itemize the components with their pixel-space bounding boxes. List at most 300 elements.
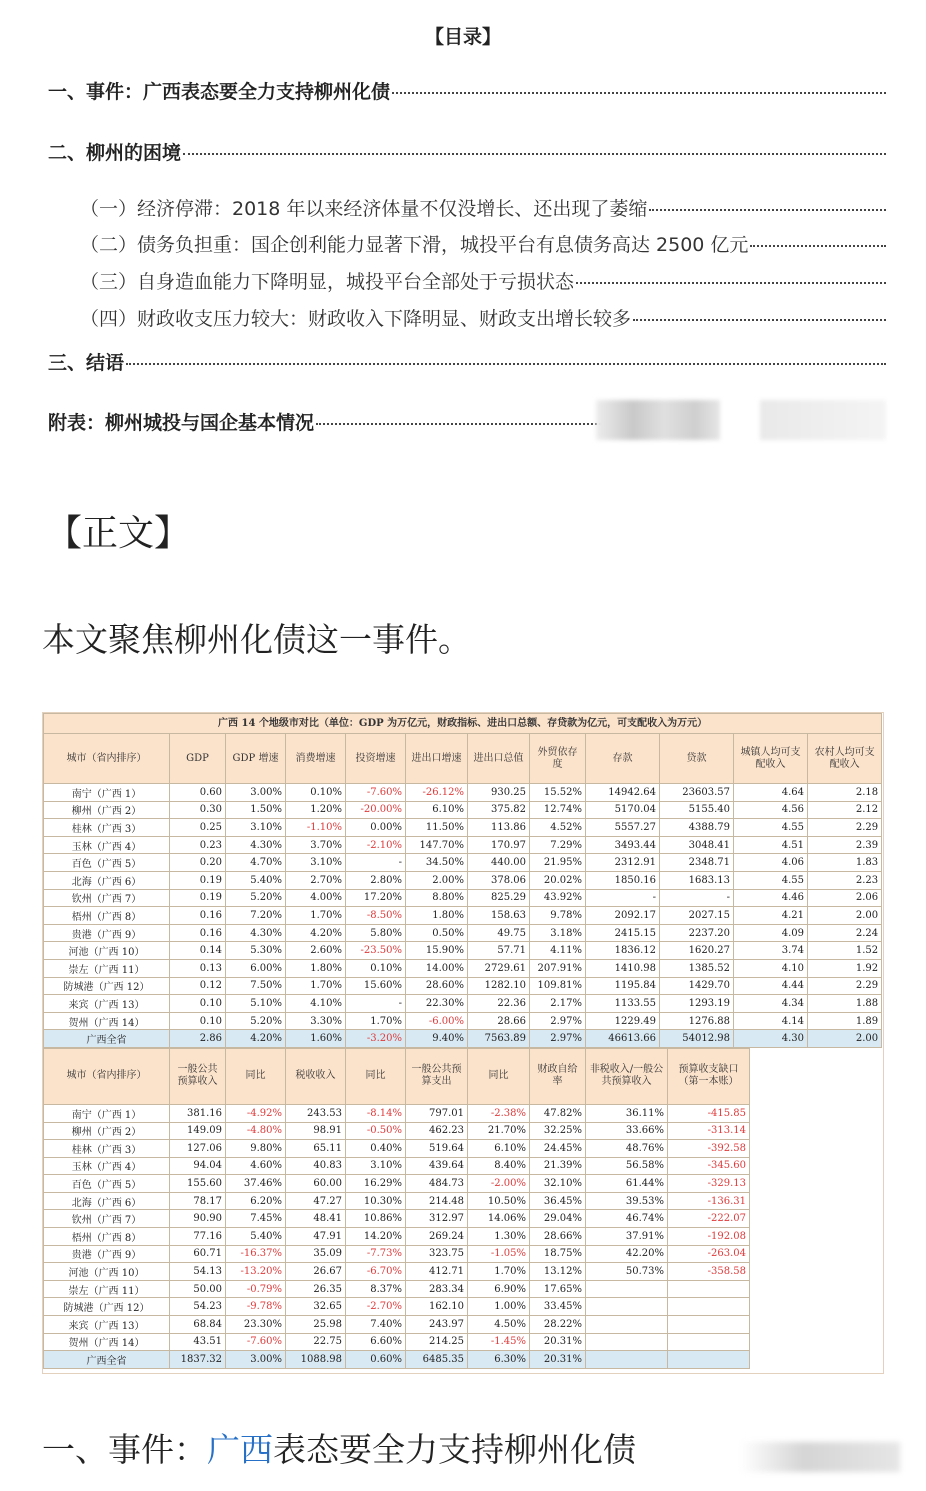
city-cell: 贺州（广西 14） [44, 1012, 170, 1030]
value-cell: 3.00% [226, 784, 286, 802]
value-cell: 0.16 [170, 924, 226, 942]
value-cell: 1.80% [406, 907, 468, 925]
value-cell: 17.20% [346, 889, 406, 907]
value-cell: 1.00% [468, 1298, 530, 1316]
value-cell: 8.80% [406, 889, 468, 907]
value-cell: 23.30% [226, 1316, 286, 1334]
value-cell: 4.60% [226, 1157, 286, 1175]
guangxi-link[interactable]: 广西 [207, 1430, 273, 1469]
value-cell: -1.45% [468, 1333, 530, 1351]
value-cell: 50.00 [170, 1280, 226, 1298]
value-cell: 24.45% [530, 1140, 586, 1158]
value-cell: -0.79% [226, 1280, 286, 1298]
value-cell: 35.09 [286, 1245, 346, 1263]
value-cell [668, 1280, 750, 1298]
value-cell: 2.29 [808, 819, 882, 837]
column-header: 消费增速 [286, 734, 346, 784]
toc-item-text: （一）经济停滞：2018 年以来经济体量不仅没增长、还出现了萎缩 [80, 198, 648, 220]
value-cell: 1.92 [808, 959, 882, 977]
value-cell: 2.60% [286, 942, 346, 960]
toc-item-2-1[interactable] [80, 194, 886, 221]
value-cell: 1429.70 [660, 977, 734, 995]
value-cell: 3.74 [734, 942, 808, 960]
city-cell: 南宁（广西 1） [44, 1104, 170, 1122]
value-cell: 5170.04 [586, 801, 660, 819]
value-cell: 3.10% [346, 1157, 406, 1175]
value-cell: 825.29 [468, 889, 530, 907]
value-cell: 0.60% [346, 1351, 406, 1369]
toc-item-text: （三）自身造血能力下降明显，城投平台全部处于亏损状态 [80, 271, 575, 293]
value-cell: 1.60% [286, 1030, 346, 1048]
value-cell: -6.00% [406, 1012, 468, 1030]
table-row [44, 871, 882, 889]
value-cell: -20.00% [346, 801, 406, 819]
value-cell: 2.18 [808, 784, 882, 802]
city-cell: 广西全省 [44, 1030, 170, 1048]
value-cell: 49.75 [468, 924, 530, 942]
column-header: 同比 [226, 1048, 286, 1104]
value-cell: 5.40% [226, 871, 286, 889]
value-cell: 14.06% [468, 1210, 530, 1228]
city-cell: 来宾（广西 13） [44, 995, 170, 1013]
table-row [44, 1157, 750, 1175]
value-cell: 28.66% [530, 1228, 586, 1246]
value-cell: 158.63 [468, 907, 530, 925]
value-cell: 1.52 [808, 942, 882, 960]
value-cell: 9.40% [406, 1030, 468, 1048]
value-cell: -8.14% [346, 1104, 406, 1122]
value-cell: 11.50% [406, 819, 468, 837]
value-cell: -2.10% [346, 836, 406, 854]
value-cell: 21.39% [530, 1157, 586, 1175]
value-cell: 0.25 [170, 819, 226, 837]
value-cell: 9.78% [530, 907, 586, 925]
value-cell: 4.10% [286, 995, 346, 1013]
value-cell: 1133.55 [586, 995, 660, 1013]
column-header: 一般公共预算收入 [170, 1048, 226, 1104]
value-cell: 2.00 [808, 1030, 882, 1048]
value-cell: 5.20% [226, 1012, 286, 1030]
value-cell: 439.64 [406, 1157, 468, 1175]
value-cell: 269.24 [406, 1228, 468, 1246]
value-cell: 4.52% [530, 819, 586, 837]
value-cell: 4.20% [286, 924, 346, 942]
city-cell: 北海（广西 6） [44, 1192, 170, 1210]
value-cell: 797.01 [406, 1104, 468, 1122]
column-header: 一般公共预算支出 [406, 1048, 468, 1104]
section-suffix: 表态要全力支持柳州化债 [273, 1430, 636, 1469]
value-cell: 4.70% [226, 854, 286, 872]
value-cell: 0.13 [170, 959, 226, 977]
value-cell: 1.88 [808, 995, 882, 1013]
value-cell: 4.30% [226, 836, 286, 854]
value-cell: 1410.98 [586, 959, 660, 977]
value-cell: 0.16 [170, 907, 226, 925]
value-cell: 1293.19 [660, 995, 734, 1013]
value-cell: 440.00 [468, 854, 530, 872]
value-cell: 0.10% [346, 959, 406, 977]
table-row [44, 854, 882, 872]
column-header: 同比 [346, 1048, 406, 1104]
value-cell: 36.11% [586, 1104, 668, 1122]
value-cell [586, 1351, 668, 1369]
toc-item-2-4[interactable] [80, 304, 886, 331]
value-cell: 462.23 [406, 1122, 468, 1140]
column-header: 贷款 [660, 734, 734, 784]
value-cell: 65.11 [286, 1140, 346, 1158]
toc-title: 【目录】 [424, 26, 501, 48]
value-cell: 14.20% [346, 1228, 406, 1246]
value-cell: 48.76% [586, 1140, 668, 1158]
value-cell: 1.70% [346, 1012, 406, 1030]
value-cell: 20.31% [530, 1351, 586, 1369]
value-cell: 3048.41 [660, 836, 734, 854]
total-row [44, 1030, 882, 1048]
toc-item-3[interactable] [48, 348, 886, 375]
value-cell: 16.29% [346, 1175, 406, 1193]
value-cell: 2.23 [808, 871, 882, 889]
city-cell: 柳州（广西 2） [44, 1122, 170, 1140]
table-row [44, 1280, 750, 1298]
value-cell: 2237.20 [660, 924, 734, 942]
value-cell: 1.70% [286, 907, 346, 925]
value-cell: 243.53 [286, 1104, 346, 1122]
value-cell: 5.40% [226, 1228, 286, 1246]
value-cell: 37.46% [226, 1175, 286, 1193]
value-cell: 21.95% [530, 854, 586, 872]
city-cell: 梧州（广西 8） [44, 907, 170, 925]
table-row [44, 836, 882, 854]
table-row [44, 1245, 750, 1263]
city-cell: 南宁（广西 1） [44, 784, 170, 802]
table-row [44, 924, 882, 942]
value-cell: 0.23 [170, 836, 226, 854]
city-cell: 百色（广西 5） [44, 1175, 170, 1193]
value-cell: 15.52% [530, 784, 586, 802]
table-row [44, 1263, 750, 1281]
city-cell: 桂林（广西 3） [44, 1140, 170, 1158]
value-cell: 42.20% [586, 1245, 668, 1263]
toc-item-text: 一、事件：广西表态要全力支持柳州化债 [48, 81, 391, 103]
value-cell: -313.14 [668, 1122, 750, 1140]
city-cell: 河池（广西 10） [44, 942, 170, 960]
value-cell: -358.58 [668, 1263, 750, 1281]
value-cell: 6.30% [468, 1351, 530, 1369]
city-cell: 防城港（广西 12） [44, 1298, 170, 1316]
total-row [44, 1351, 750, 1369]
column-header: 城市（省内排序） [44, 734, 170, 784]
value-cell: 0.12 [170, 977, 226, 995]
column-header: GDP [170, 734, 226, 784]
value-cell: 2.80% [346, 871, 406, 889]
value-cell: 14.00% [406, 959, 468, 977]
value-cell: 2.17% [530, 995, 586, 1013]
value-cell: 4.46 [734, 889, 808, 907]
value-cell: 1837.32 [170, 1351, 226, 1369]
value-cell: 21.70% [468, 1122, 530, 1140]
value-cell: 15.60% [346, 977, 406, 995]
toc-item-appendix[interactable] [48, 408, 608, 435]
value-cell: 4.14 [734, 1012, 808, 1030]
toc-item-1[interactable] [48, 77, 886, 104]
value-cell: 243.97 [406, 1316, 468, 1334]
value-cell: 323.75 [406, 1245, 468, 1263]
value-cell: 61.44% [586, 1175, 668, 1193]
value-cell: 519.64 [406, 1140, 468, 1158]
value-cell: 90.90 [170, 1210, 226, 1228]
city-cell: 广西全省 [44, 1351, 170, 1369]
value-cell: 1620.27 [660, 942, 734, 960]
value-cell: 10.50% [468, 1192, 530, 1210]
city-cell: 钦州（广西 7） [44, 889, 170, 907]
value-cell: 4.00% [286, 889, 346, 907]
value-cell: 60.00 [286, 1175, 346, 1193]
value-cell: 8.37% [346, 1280, 406, 1298]
value-cell: 4.10 [734, 959, 808, 977]
value-cell: 8.40% [468, 1157, 530, 1175]
value-cell: 3.70% [286, 836, 346, 854]
value-cell: 127.06 [170, 1140, 226, 1158]
value-cell: -23.50% [346, 942, 406, 960]
value-cell: 2.29 [808, 977, 882, 995]
value-cell: 4.56 [734, 801, 808, 819]
value-cell: 5.30% [226, 942, 286, 960]
table-row [44, 995, 882, 1013]
column-header: 税收收入 [286, 1048, 346, 1104]
value-cell: -2.00% [468, 1175, 530, 1193]
city-cell: 崇左（广西 11） [44, 1280, 170, 1298]
value-cell: 1195.84 [586, 977, 660, 995]
value-cell: 170.97 [468, 836, 530, 854]
value-cell: 147.70% [406, 836, 468, 854]
value-cell: 4.06 [734, 854, 808, 872]
value-cell: 214.25 [406, 1333, 468, 1351]
table-row [44, 1333, 750, 1351]
value-cell [668, 1351, 750, 1369]
value-cell: -192.08 [668, 1228, 750, 1246]
value-cell: 0.00% [346, 819, 406, 837]
value-cell: 54012.98 [660, 1030, 734, 1048]
value-cell: 68.84 [170, 1316, 226, 1334]
city-cell: 玉林（广西 4） [44, 836, 170, 854]
value-cell: 26.35 [286, 1280, 346, 1298]
value-cell: 0.40% [346, 1140, 406, 1158]
value-cell: 46.74% [586, 1210, 668, 1228]
value-cell: 1276.88 [660, 1012, 734, 1030]
value-cell: 2415.15 [586, 924, 660, 942]
value-cell: 381.16 [170, 1104, 226, 1122]
value-cell: 149.09 [170, 1122, 226, 1140]
value-cell: 6.60% [346, 1333, 406, 1351]
value-cell: 930.25 [468, 784, 530, 802]
toc-leader [183, 153, 886, 155]
value-cell: -345.60 [668, 1157, 750, 1175]
column-header: 城镇人均可支配收入 [734, 734, 808, 784]
toc-leader [750, 245, 886, 247]
value-cell: -7.60% [346, 784, 406, 802]
value-cell: 2312.91 [586, 854, 660, 872]
value-cell: 5.10% [226, 995, 286, 1013]
value-cell: 46613.66 [586, 1030, 660, 1048]
value-cell: 6.10% [468, 1140, 530, 1158]
value-cell: 47.82% [530, 1104, 586, 1122]
city-cell: 柳州（广西 2） [44, 801, 170, 819]
value-cell [586, 1333, 668, 1351]
city-cell: 北海（广西 6） [44, 871, 170, 889]
value-cell: -2.38% [468, 1104, 530, 1122]
blurred-region [596, 400, 720, 440]
toc-leader [392, 92, 886, 94]
value-cell: 22.75 [286, 1333, 346, 1351]
column-header: 财政自给率 [530, 1048, 586, 1104]
value-cell: 40.83 [286, 1157, 346, 1175]
value-cell: 54.13 [170, 1263, 226, 1281]
value-cell: 1282.10 [468, 977, 530, 995]
city-cell: 贵港（广西 9） [44, 924, 170, 942]
column-header: 农村人均可支配收入 [808, 734, 882, 784]
value-cell: -0.50% [346, 1122, 406, 1140]
value-cell: 3.18% [530, 924, 586, 942]
value-cell: 18.75% [530, 1245, 586, 1263]
value-cell: -9.78% [226, 1298, 286, 1316]
city-cell: 河池（广西 10） [44, 1263, 170, 1281]
column-header: 投资增速 [346, 734, 406, 784]
value-cell: 2.39 [808, 836, 882, 854]
value-cell: 1.70% [468, 1263, 530, 1281]
value-cell: 4.64 [734, 784, 808, 802]
value-cell: 0.30 [170, 801, 226, 819]
value-cell: 2.12 [808, 801, 882, 819]
value-cell: 43.51 [170, 1333, 226, 1351]
value-cell: 22.30% [406, 995, 468, 1013]
column-header: 外贸依存度 [530, 734, 586, 784]
value-cell: 77.16 [170, 1228, 226, 1246]
value-cell: - [586, 889, 660, 907]
value-cell [668, 1333, 750, 1351]
table-row [44, 1122, 750, 1140]
value-cell: 78.17 [170, 1192, 226, 1210]
value-cell: 10.30% [346, 1192, 406, 1210]
value-cell: -3.20% [346, 1030, 406, 1048]
city-cell: 梧州（广西 8） [44, 1228, 170, 1246]
value-cell: 5557.27 [586, 819, 660, 837]
toc-item-2[interactable] [48, 138, 886, 165]
value-cell: 20.31% [530, 1333, 586, 1351]
toc-item-text: 附表：柳州城投与国企基本情况 [48, 412, 315, 434]
value-cell: 1.83 [808, 854, 882, 872]
value-cell: 34.50% [406, 854, 468, 872]
value-cell: 207.91% [530, 959, 586, 977]
value-cell: 4.44 [734, 977, 808, 995]
value-cell: - [346, 995, 406, 1013]
toc-leader [633, 319, 886, 321]
intro-paragraph: 本文聚焦柳州化债这一事件。 [42, 620, 471, 659]
value-cell: 1.30% [468, 1228, 530, 1246]
toc-item-text: 三、结语 [48, 352, 125, 374]
value-cell: 28.22% [530, 1316, 586, 1334]
value-cell: 4.11% [530, 942, 586, 960]
value-cell: 214.48 [406, 1192, 468, 1210]
value-cell: 0.19 [170, 871, 226, 889]
value-cell: 2.70% [286, 871, 346, 889]
value-cell: -8.50% [346, 907, 406, 925]
toc-item-2-3[interactable] [80, 267, 886, 294]
value-cell: 4.51 [734, 836, 808, 854]
table-row [44, 1140, 750, 1158]
value-cell: -136.31 [668, 1192, 750, 1210]
value-cell: 48.41 [286, 1210, 346, 1228]
value-cell: 2027.15 [660, 907, 734, 925]
value-cell: 54.23 [170, 1298, 226, 1316]
value-cell: 3493.44 [586, 836, 660, 854]
city-cell: 百色（广西 5） [44, 854, 170, 872]
value-cell: 25.98 [286, 1316, 346, 1334]
toc-item-2-2[interactable] [80, 230, 886, 257]
value-cell: 7.50% [226, 977, 286, 995]
value-cell: 0.10 [170, 1012, 226, 1030]
value-cell: 1.89 [808, 1012, 882, 1030]
value-cell: 2.00 [808, 907, 882, 925]
table-row [44, 977, 882, 995]
value-cell: 375.82 [468, 801, 530, 819]
value-cell: 1683.13 [660, 871, 734, 889]
value-cell: 0.50% [406, 924, 468, 942]
value-cell: 1.80% [286, 959, 346, 977]
city-cell: 钦州（广西 7） [44, 1210, 170, 1228]
value-cell: -26.12% [406, 784, 468, 802]
value-cell: 29.04% [530, 1210, 586, 1228]
value-cell: 50.73% [586, 1263, 668, 1281]
economy-table [43, 713, 882, 1048]
value-cell: 2.24 [808, 924, 882, 942]
table-row [44, 1298, 750, 1316]
value-cell: -392.58 [668, 1140, 750, 1158]
value-cell: 3.00% [226, 1351, 286, 1369]
value-cell: -329.13 [668, 1175, 750, 1193]
city-cell: 玉林（广西 4） [44, 1157, 170, 1175]
value-cell: -7.60% [226, 1333, 286, 1351]
toc-leader [126, 363, 886, 365]
value-cell: -2.70% [346, 1298, 406, 1316]
table-row [44, 1175, 750, 1193]
value-cell: 37.91% [586, 1228, 668, 1246]
value-cell: 2348.71 [660, 854, 734, 872]
value-cell: 4.20% [226, 1030, 286, 1048]
value-cell: 28.66 [468, 1012, 530, 1030]
value-cell: 7.20% [226, 907, 286, 925]
table-row [44, 1012, 882, 1030]
value-cell: -16.37% [226, 1245, 286, 1263]
value-cell: 32.65 [286, 1298, 346, 1316]
value-cell: -7.73% [346, 1245, 406, 1263]
value-cell: 4.30% [226, 924, 286, 942]
value-cell: 2729.61 [468, 959, 530, 977]
value-cell: 5.80% [346, 924, 406, 942]
value-cell: 3.10% [286, 854, 346, 872]
value-cell: -4.80% [226, 1122, 286, 1140]
section-heading-1 [42, 1424, 636, 1471]
value-cell: 4.50% [468, 1316, 530, 1334]
column-header: 非税收入/一般公共预算收入 [586, 1048, 668, 1104]
value-cell: 1836.12 [586, 942, 660, 960]
section-prefix: 一、事件： [42, 1430, 207, 1469]
value-cell: 4.55 [734, 819, 808, 837]
value-cell: 484.73 [406, 1175, 468, 1193]
table-row [44, 1192, 750, 1210]
value-cell: 412.71 [406, 1263, 468, 1281]
value-cell: 4.55 [734, 871, 808, 889]
value-cell: 6485.35 [406, 1351, 468, 1369]
